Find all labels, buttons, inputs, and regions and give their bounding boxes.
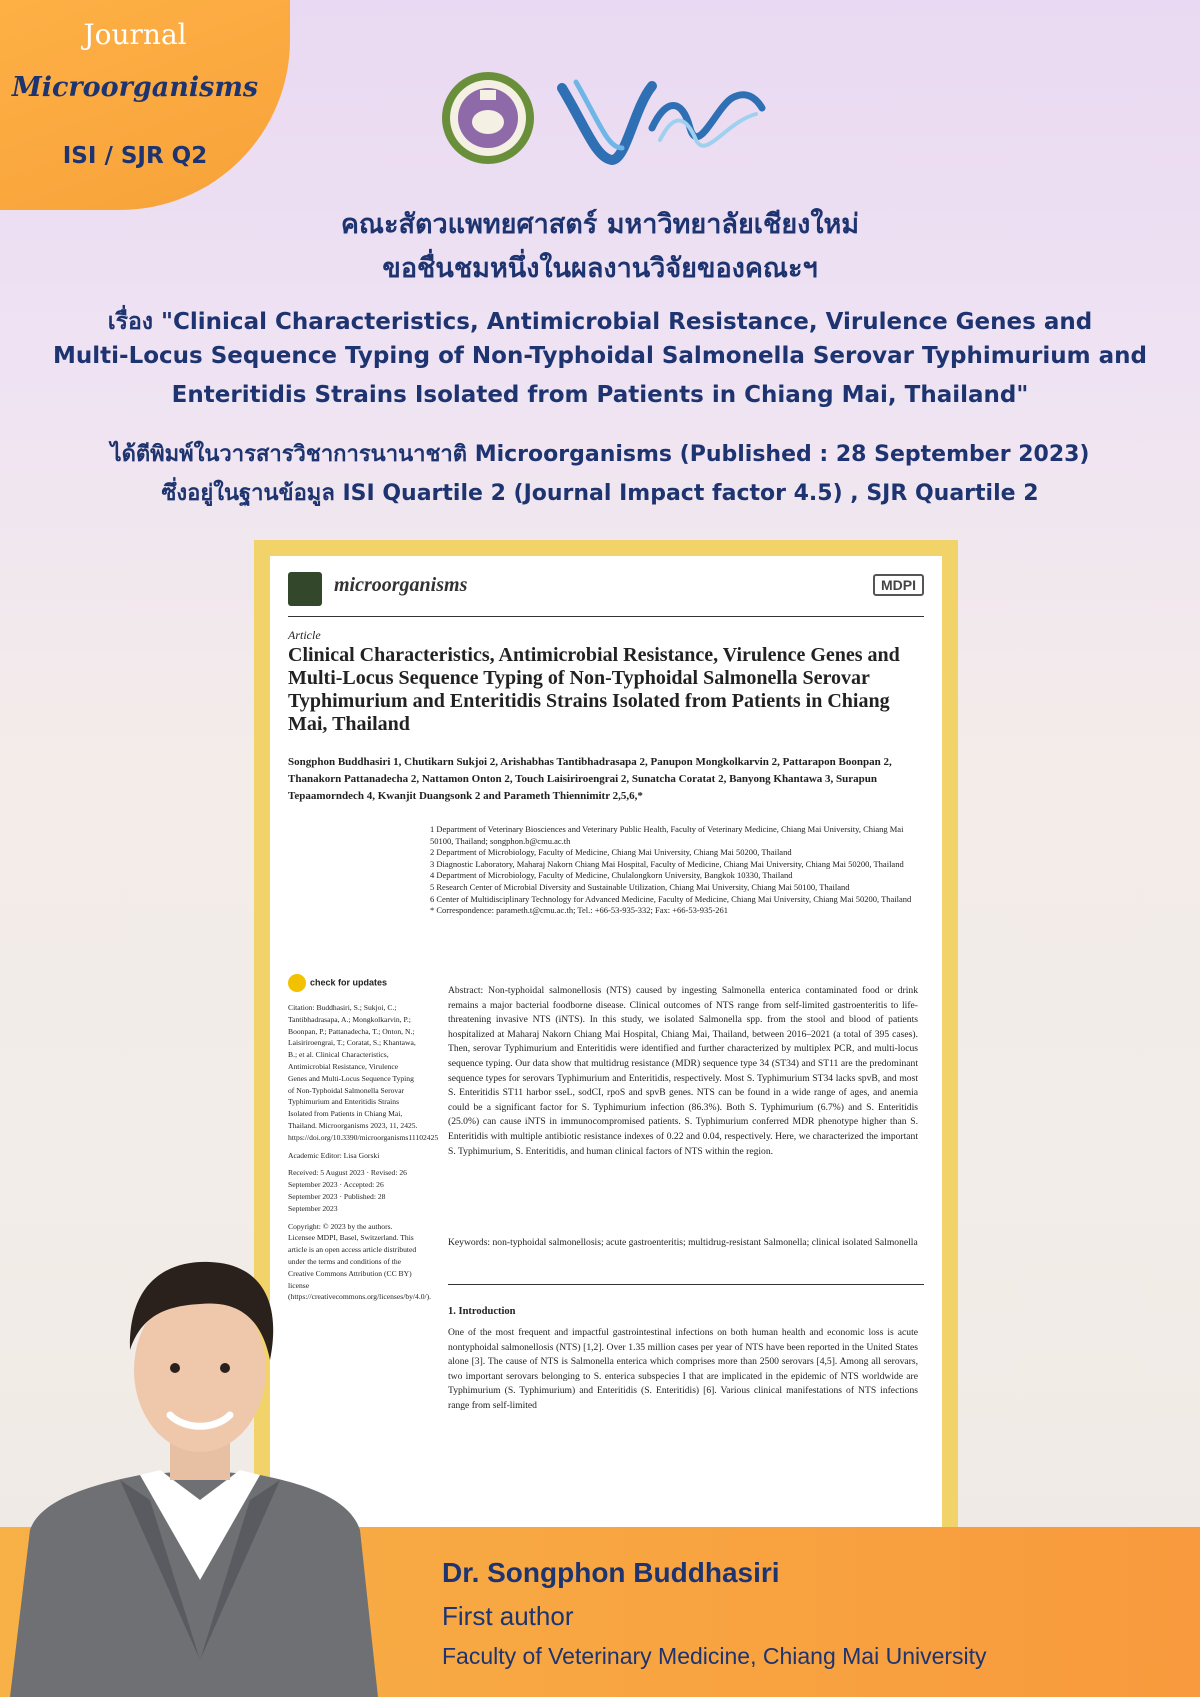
publisher-logo: MDPI (873, 574, 924, 596)
author-role: First author (442, 1601, 574, 1631)
paper-title: Clinical Characteristics, Antimicrobial Resistance, Virulence Genes and Multi-Locus Sequence Typing of Non-Typhoidal Salmonella Serovar Typhimurium and Enteritidis Strains Isolated from Patients in Chiang Mai, Thailand (288, 644, 900, 735)
paper-title-line-1: เรื่อง "Clinical Characteristics, Antimicrobial Resistance, Virulence Genes and (107, 309, 1093, 335)
divider (448, 1284, 924, 1285)
academic-editor: Academic Editor: Lisa Gorski (288, 1150, 380, 1160)
affiliation-item: 2 Department of Microbiology, Faculty of Medicine, Chiang Mai University, Chiang Mai 50200, Thailand (430, 847, 792, 858)
check-updates: check for updates (288, 974, 387, 992)
affiliation-item: * Correspondence: parameth.t@cmu.ac.th; Tel.: +66-53-935-332; Fax: +66-53-935-261 (430, 905, 729, 916)
author-faculty: Faculty of Veterinary Medicine, Chiang Mai University (442, 1643, 987, 1669)
badge-rank: ISI / SJR Q2 (62, 143, 208, 169)
publication-line-2: ซึ่งอยู่ในฐานข้อมูล ISI Quartile 2 (Journal Impact factor 4.5) , SJR Quartile 2 (161, 481, 1039, 506)
badge-journal-name: Microorganisms (11, 72, 259, 103)
journal-logo-icon (288, 572, 322, 606)
intro-text: One of the most frequent and impactful gastrointestinal infections on both human health and economic loss is acute nontyphoidal salmonellosis (NTS) [1,2]. Over 1.35 million cases per year of NTS have been reported in the United States alone [3]. The cause of NTS is Salmonella enterica which comprises more than 2500 serovars [4,5]. Among all serovars, two important serovars belonging to S. enterica subspecies I that are implicated in the epidemic of NTS worldwide are Typhimurium (S. Typhimurium) and Enteritidis (S. Enteritidis) [6]. Various clinical manifestations of NTS infections range from self-limited (448, 1327, 918, 1411)
affiliation-item: 5 Research Center of Microbial Diversity and Sustainable Utilization, Chiang Mai University, Chiang Mai 50100, Thailand (430, 881, 850, 892)
congrats-heading: ขอชื่นชมหนึ่งในผลงานวิจัยของคณะฯ (382, 253, 818, 284)
dates: Received: 5 August 2023 · Revised: 26 September 2023 · Accepted: 26 September 2023 · Published: 28 September 2023 (288, 1168, 407, 1213)
cmu-vm-logo (556, 68, 766, 168)
abstract: Abstract: Non-typhoidal salmonellosis (NTS) caused by ingesting Salmonella enterica contaminated food or drink remains a major bacterial foodborne disease. Clinical outcomes of NTS range from self-limited gastroenteritis to life-threatening invasive NTS (iNTS). In this study, we isolated Salmonella spp. from the stool and blood of patients hospitalized at Maharaj Nakorn Chiang Mai Hospital, Chiang Mai, Thailand, between 2016–2021 (a total of 395 cases). Then, serovar Typhimurium and Enteritidis were identified and further characterized by multiplex PCR, and multi-locus sequence typing. Our data show that multidrug resistance (MDR) sequence type 34 (ST34) and ST11 are the predominant sequence types for serovars Typhimurium and Enteritidis, respectively. Most S. Typhimurium ST34 lacks spvB, and most S. Enteritidis ST11 harbor sseL, sodCI, rpoS and spvB genes. NTS can be found in a wide range of ages, and anemia could be a significant factor for S. Typhimurium infection (86.3%). Both S. Typhimurium (6.7%) and S. Enteritidis (25.0%) can cause iNTS in immunocompromised patients. S. Typhimurium conferred MDR phenotype higher than S. Enteritidis with multiple antibiotic resistance indexes of 0.22 and 0.04, respectively. Here, we characterized the important S. Typhimurium, S. Enteritidis, and human clinical factors of NTS within the region. (448, 985, 918, 1157)
paper-title-line-2: Multi-Locus Sequence Typing of Non-Typhoidal Salmonella Serovar Typhimurium and (53, 343, 1147, 369)
paper-journal-name: microorganisms (334, 574, 468, 596)
keywords: Keywords: non-typhoidal salmonellosis; acute gastroenteritis; multidrug-resistant Salmonella; clinical isolated Salmonella (448, 1237, 918, 1248)
affiliations (430, 824, 920, 917)
affiliation-item: 1 Department of Veterinary Biosciences and Veterinary Public Health, Faculty of Veterinary Medicine, Chiang Mai University, Chiang Mai 50100, Thailand; songphon.b@cmu.ac.th (430, 824, 904, 846)
affiliation-item: 6 Center of Multidisciplinary Technology for Advanced Medicine, Faculty of Medicine, Chiang Mai University, Chiang Mai 50200, Thailand (430, 893, 912, 904)
copyright: Copyright: © 2023 by the authors. Licensee MDPI, Basel, Switzerland. This article is an open access article distributed under the terms and conditions of the Creative Commons Attribution (CC BY) license (https://creativecommons.org/licenses/by/4.0/). (288, 1221, 432, 1302)
divider (288, 616, 924, 617)
author-name: Dr. Songphon Buddhasiri (442, 1557, 780, 1588)
check-updates-icon (288, 974, 306, 992)
badge-label: Journal (83, 18, 187, 51)
author-photo (0, 1200, 432, 1697)
citation: Citation: Buddhasiri, S.; Sukjoi, C.; Tantibhadrasapa, A.; Mongkolkarvin, P.; Boonpan, P.; Pattanadecha, T.; Onton, N.; Laisiriroengrai, T.; Coratat, S.; Khantawa, B.; et al. Clinical Characteristics, Antimicrobial Resistance, Virulence Genes and Multi-Locus Sequence Typing of Non-Typhoidal Salmonella Serovar Typhimurium and Enteritidis Strains Isolated from Patients in Chiang Mai, Thailand. Microorganisms 2023, 11, 2425. https://doi.org/10.3390/microorganisms11102425 (288, 1003, 439, 1142)
faculty-seal-logo (430, 68, 546, 168)
publication-line-1: ได้ตีพิมพ์ในวารสารวิชาการนานาชาติ Microorganisms (Published : 28 September 2023) (110, 442, 1090, 467)
paper-title-line-3: Enteritidis Strains Isolated from Patients in Chiang Mai, Thailand" (171, 382, 1029, 408)
paper-authors: Songphon Buddhasiri 1, Chutikarn Sukjoi 2, Arishabhas Tantibhadrasapa 2, Panupon Mongkolkarvin 2, Pattarapon Boonpan 2, Thanakorn Pattanadecha 2, Nattamon Onton 2, Touch Laisiriroengrai 2, Sunatcha Coratat 2, Banyong Khantawa 3, Surapun Tepaamorndech 4, Kwanjit Duangsonk 2 and Parameth Thiennimitr 2,5,6,* (288, 756, 892, 802)
article-type: Article (288, 628, 321, 642)
intro-heading: 1. Introduction (448, 1306, 516, 1317)
affiliation-item: 3 Diagnostic Laboratory, Maharaj Nakorn Chiang Mai Hospital, Faculty of Medicine, Chiang Mai University, Chiang Mai 50200, Thailand (430, 858, 904, 869)
affiliation-item: 4 Department of Microbiology, Faculty of Medicine, Chulalongkorn University, Bangkok 10330, Thailand (430, 870, 793, 881)
faculty-heading: คณะสัตวแพทยศาสตร์ มหาวิทยาลัยเชียงใหม่ (340, 209, 860, 240)
